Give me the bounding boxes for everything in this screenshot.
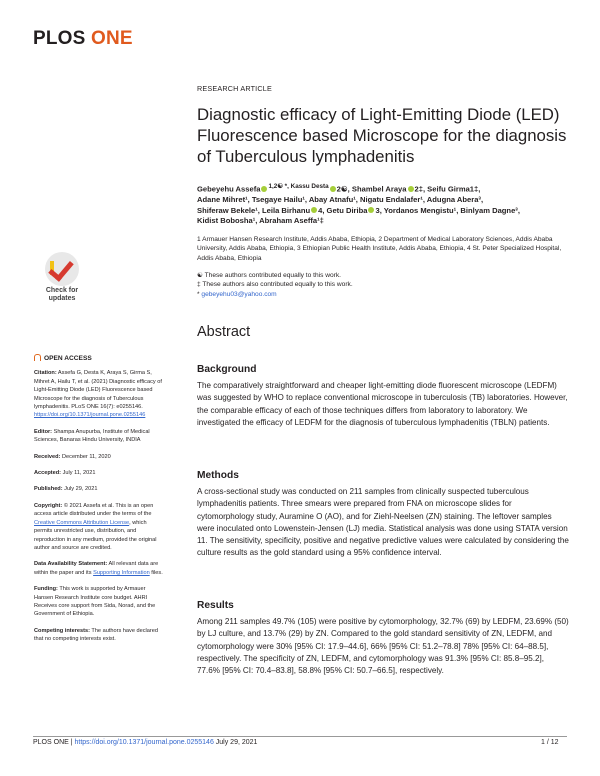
- copyright-label: Copyright:: [34, 502, 63, 509]
- author-list: [197, 182, 572, 227]
- email-prefix: *: [197, 290, 202, 298]
- accepted-text: July 11, 2021: [61, 470, 96, 477]
- results-heading: Results: [197, 600, 234, 611]
- author-name[interactable]: 2☯, Shambel Araya: [336, 184, 407, 194]
- author-name[interactable]: 3, Yordanos Mengistu¹, Binlyam Dagne³,: [375, 205, 520, 215]
- author-name[interactable]: 1,2☯ *, Kassu Desta: [268, 183, 329, 190]
- open-lock-icon: [34, 354, 41, 361]
- accepted-date: [34, 469, 164, 477]
- background-heading: Background: [197, 364, 257, 375]
- editor-text: Shampa Anupurba, Institute of Medical Sciences, Banaras Hindu University, INDIA: [34, 428, 150, 444]
- author-name[interactable]: Gebeyehu Assefa: [197, 184, 261, 194]
- data-availability-text-2: files.: [149, 569, 163, 576]
- check-updates-line1: Check for: [45, 287, 79, 294]
- page-footer: [33, 739, 257, 746]
- footer-journal: PLOS ONE |: [33, 739, 75, 746]
- background-text: The comparatively straightforward and cheaper light-emitting diode fluorescent microscope (LEDFM) was suggested by WHO to replace conventional microscope in tuberculosis (TB) laboratories. However, the comparable efficacy of each of those techniques differs from laboratory to laboratory. We investigated the efficacy of LEDFM for the diagnosis of tuberculous lymphadenitis (TBLN) patients.: [197, 381, 568, 427]
- methods-heading: Methods: [197, 470, 239, 481]
- competing-interests: [34, 627, 164, 644]
- article-type-label: RESEARCH ARTICLE: [197, 84, 272, 93]
- received-text: December 11, 2020: [60, 453, 111, 460]
- citation-doi-link[interactable]: https://doi.org/10.1371/journal.pone.0255146: [34, 412, 146, 419]
- author-name[interactable]: 1‡,: [469, 184, 481, 194]
- author-name[interactable]: 2‡, Seifu Girma: [414, 184, 470, 194]
- orcid-icon[interactable]: [368, 207, 374, 213]
- copyright: [34, 502, 164, 552]
- editor: [34, 428, 164, 445]
- journal-logo[interactable]: [33, 28, 133, 50]
- email-link[interactable]: gebeyehu03@yahoo.com: [201, 290, 277, 298]
- data-availability: [34, 560, 164, 577]
- methods-text: A cross-sectional study was conducted on 211 samples from clinically suspected tuberculous lymphadenitis patients. Three smears were prepared from FNA on microscope slides for cytomorphology study, Auramine O (AO), and for Ziehl-Neelsen (ZN) staining. The leftover samples were inoculated onto Lowenstein-Jensen (LJ) media. Statistical analysis was done using STATA version 11. The sensitivity, specificity, positive and negative predictive values were calculated by considering the culture results as the gold standard using a 95% confidence interval.: [197, 487, 569, 558]
- funding-text: This work is supported by Armauer Hansen Research Institute core budget. AHRI Receives core support from Sida, Norad, and the Government of Ethiopia.: [34, 586, 156, 618]
- accepted-label: Accepted:: [34, 470, 62, 477]
- check-updates-label: [37, 287, 87, 303]
- author-line-1: [197, 182, 572, 195]
- article-info-sidebar: [34, 354, 164, 652]
- equal-contribution-note: ☯ These authors contributed equally to this work.: [197, 272, 341, 279]
- open-access-label: [34, 354, 164, 363]
- copyright-text-2: , which permits unrestricted use, distribution, and reproduction in any medium, provided the original author and source are credited.: [34, 519, 157, 551]
- orcid-icon[interactable]: [330, 186, 336, 192]
- orcid-icon[interactable]: [311, 207, 317, 213]
- article-title: Diagnostic efficacy of Light-Emitting Diode (LED) Fluorescence based Microscope for the diagnosis of Tuberculous lymphadenitis: [197, 105, 567, 166]
- competing-interests-label: Competing interests:: [34, 627, 90, 634]
- citation: [34, 369, 164, 419]
- citation-text: Assefa G, Desta K, Araya S, Girma S, Mihret A, Hailu T, et al. (2021) Diagnostic efficacy of Light-Emitting Diode (LED) Fluorescence based Microscope for the diagnosis of Tuberculous lymphadenitis. PLoS ONE 16(7): e0255146.: [34, 370, 162, 411]
- data-availability-text: All relevant data are within the paper and its: [34, 561, 159, 576]
- check-for-updates-badge[interactable]: [37, 252, 87, 310]
- published-label: Published:: [34, 486, 63, 493]
- funding: [34, 585, 164, 619]
- license-link[interactable]: Creative Commons Attribution License: [34, 519, 130, 526]
- supporting-info-link[interactable]: Supporting Information: [93, 569, 150, 576]
- author-name[interactable]: 4, Getu Diriba: [318, 205, 368, 215]
- orcid-icon[interactable]: [408, 186, 414, 192]
- results-text: Among 211 samples 49.7% (105) were positive by cytomorphology, 32.7% (69) by LEDFM, 23.69% (50) by LJ culture, and 13.7% (29) by ZN. Compared to the gold standard sensitivity of ZN, LEDFM, and cytomorphology were 30% [95% CI: 17.9–44.6], 66% [95% CI: 51.2–78.8] 78% [95% CI: 64–88.5], respectively. The specificity of ZN, LEDFM, and cytomorphology was 91.3% [95% CI: 85.8–95.2], 77.6% [95% CI: 70.4–83.8], 58.8% [95% CI: 50.7–66.5], respectively.: [197, 617, 569, 676]
- author-notes: [197, 271, 567, 299]
- journal-logo-plos: PLOS: [33, 28, 86, 49]
- received-label: Received:: [34, 453, 61, 460]
- funding-label: Funding:: [34, 586, 58, 593]
- author-line-4: Kidist Bobosha¹, Abraham Aseffa¹‡: [197, 216, 324, 226]
- check-updates-line2: updates: [48, 295, 76, 302]
- author-name[interactable]: Shiferaw Bekele¹, Leila Birhanu: [197, 205, 311, 215]
- page-number: 1 / 12: [541, 739, 559, 746]
- published-date: [34, 485, 164, 493]
- competing-interests-text: The authors have declared that no competing interests exist.: [34, 627, 158, 643]
- corresponding-email: [197, 290, 567, 299]
- footer-date: July 29, 2021: [213, 739, 258, 746]
- copyright-text: © 2021 Assefa et al. This is an open access article distributed under the terms of the: [34, 502, 154, 518]
- author-line-2: Adane Mihret¹, Tsegaye Hailu¹, Abay Atnafu¹, Nigatu Endalafer¹, Adugna Abera³,: [197, 195, 484, 205]
- affiliations: 1 Armauer Hansen Research Institute, Addis Ababa, Ethiopia, 2 Department of Medical Laboratory Sciences, Addis Ababa University, Addis Ababa, Ethiopia, 3 Ethiopian Public Health Institute, Addis Ababa, Ethiopia, 4 St. Peter Specialized Hospital, Addis Ababa, Ethiopia: [197, 236, 562, 262]
- open-access-text: OPEN ACCESS: [44, 355, 92, 362]
- journal-logo-one: ONE: [91, 28, 133, 49]
- author-line-3: [197, 206, 572, 217]
- abstract-heading: Abstract: [197, 324, 251, 340]
- footer-divider: [33, 736, 567, 737]
- orcid-icon[interactable]: [261, 186, 267, 192]
- data-availability-label: Data Availability Statement:: [34, 561, 108, 568]
- received-date: [34, 453, 164, 461]
- footer-doi-link[interactable]: https://doi.org/10.1371/journal.pone.0255146: [74, 739, 214, 746]
- also-equal-note: ‡ These authors also contributed equally to this work.: [197, 281, 353, 289]
- editor-label: Editor:: [34, 428, 53, 435]
- published-text: July 29, 2021: [62, 486, 98, 493]
- citation-label: Citation:: [34, 370, 57, 377]
